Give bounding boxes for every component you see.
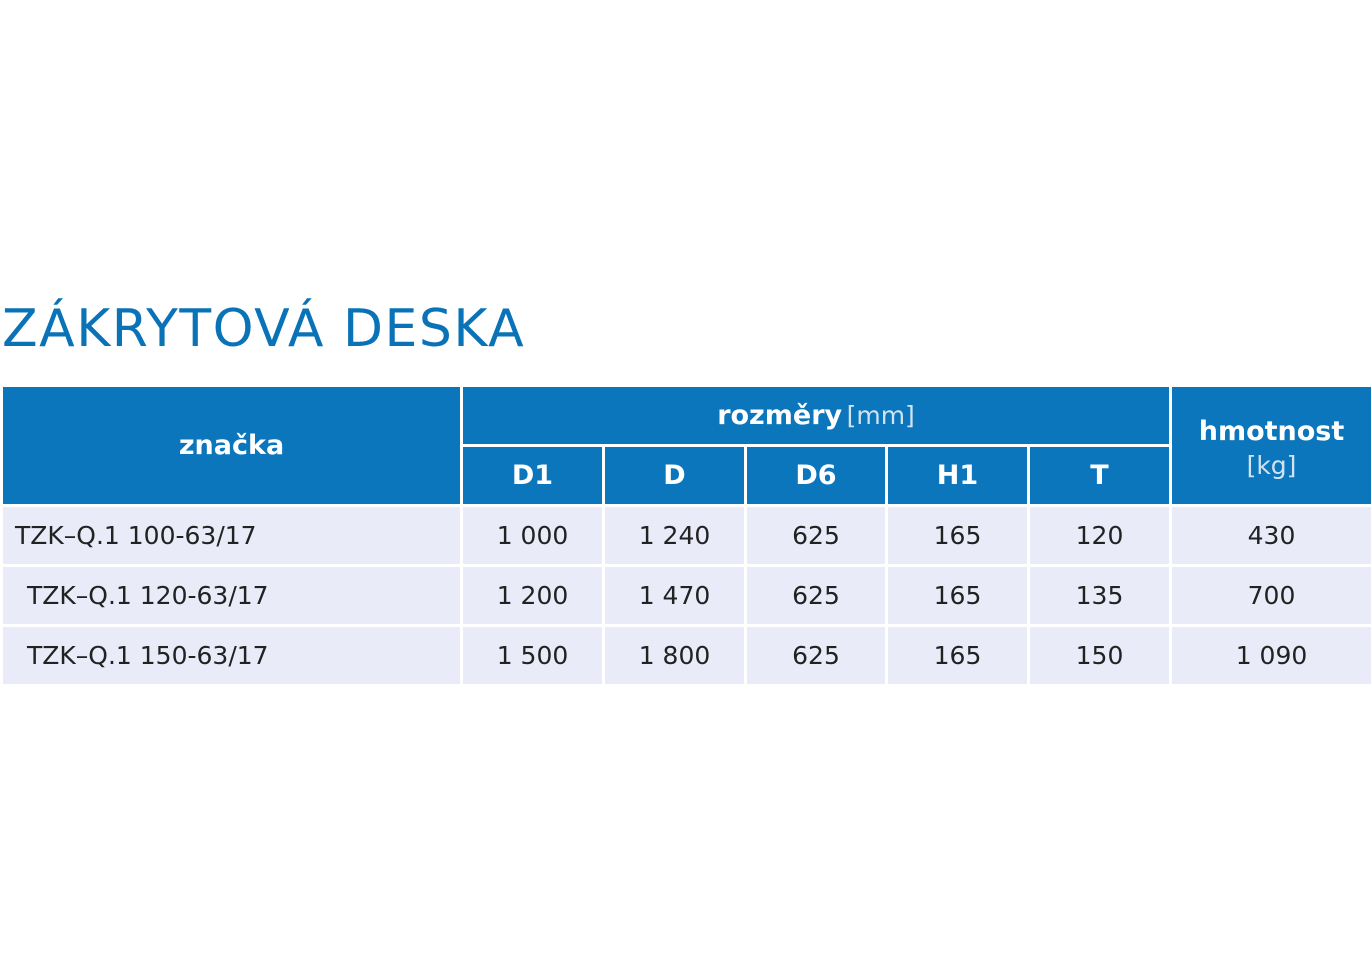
cell-t: 135 [1029, 566, 1171, 626]
cell-znacka: TZK–Q.1 100-63/17 [2, 506, 462, 566]
header-col-t: T [1029, 446, 1171, 506]
cell-d1: 1 200 [462, 566, 604, 626]
table-row [2, 626, 1371, 686]
table-row [2, 566, 1371, 626]
dimensions-table [0, 384, 1371, 687]
cell-znacka: TZK–Q.1 150-63/17 [2, 626, 462, 686]
cell-d6: 625 [746, 506, 887, 566]
header-znacka-label: značka [178, 430, 285, 461]
cell-t: 120 [1029, 506, 1171, 566]
cell-hmotnost: 700 [1171, 566, 1371, 626]
cell-d: 1 470 [604, 566, 746, 626]
header-rozmery-unit: [mm] [846, 401, 915, 430]
header-znacka [2, 386, 462, 506]
header-rozmery-label: rozměry [717, 400, 843, 431]
header-hmotnost-unit: [kg] [1246, 450, 1297, 480]
cell-t: 150 [1029, 626, 1171, 686]
cell-hmotnost: 1 090 [1171, 626, 1371, 686]
cell-h1: 165 [887, 626, 1029, 686]
cell-d: 1 800 [604, 626, 746, 686]
header-rozmery [462, 386, 1171, 446]
cell-znacka: TZK–Q.1 120-63/17 [2, 566, 462, 626]
cell-h1: 165 [887, 506, 1029, 566]
header-col-d6: D6 [746, 446, 887, 506]
cell-d1: 1 000 [462, 506, 604, 566]
cell-d6: 625 [746, 626, 887, 686]
header-col-d: D [604, 446, 746, 506]
header-hmotnost-label: hmotnost [1198, 415, 1345, 447]
header-col-d1: D1 [462, 446, 604, 506]
table-header-row [2, 386, 1371, 446]
header-col-h1: H1 [887, 446, 1029, 506]
cell-d1: 1 500 [462, 626, 604, 686]
cell-d: 1 240 [604, 506, 746, 566]
cell-d6: 625 [746, 566, 887, 626]
cell-hmotnost: 430 [1171, 506, 1371, 566]
table-row [2, 506, 1371, 566]
header-hmotnost [1171, 386, 1371, 506]
cell-h1: 165 [887, 566, 1029, 626]
page-title: ZÁKRYTOVÁ DESKA [2, 299, 526, 359]
